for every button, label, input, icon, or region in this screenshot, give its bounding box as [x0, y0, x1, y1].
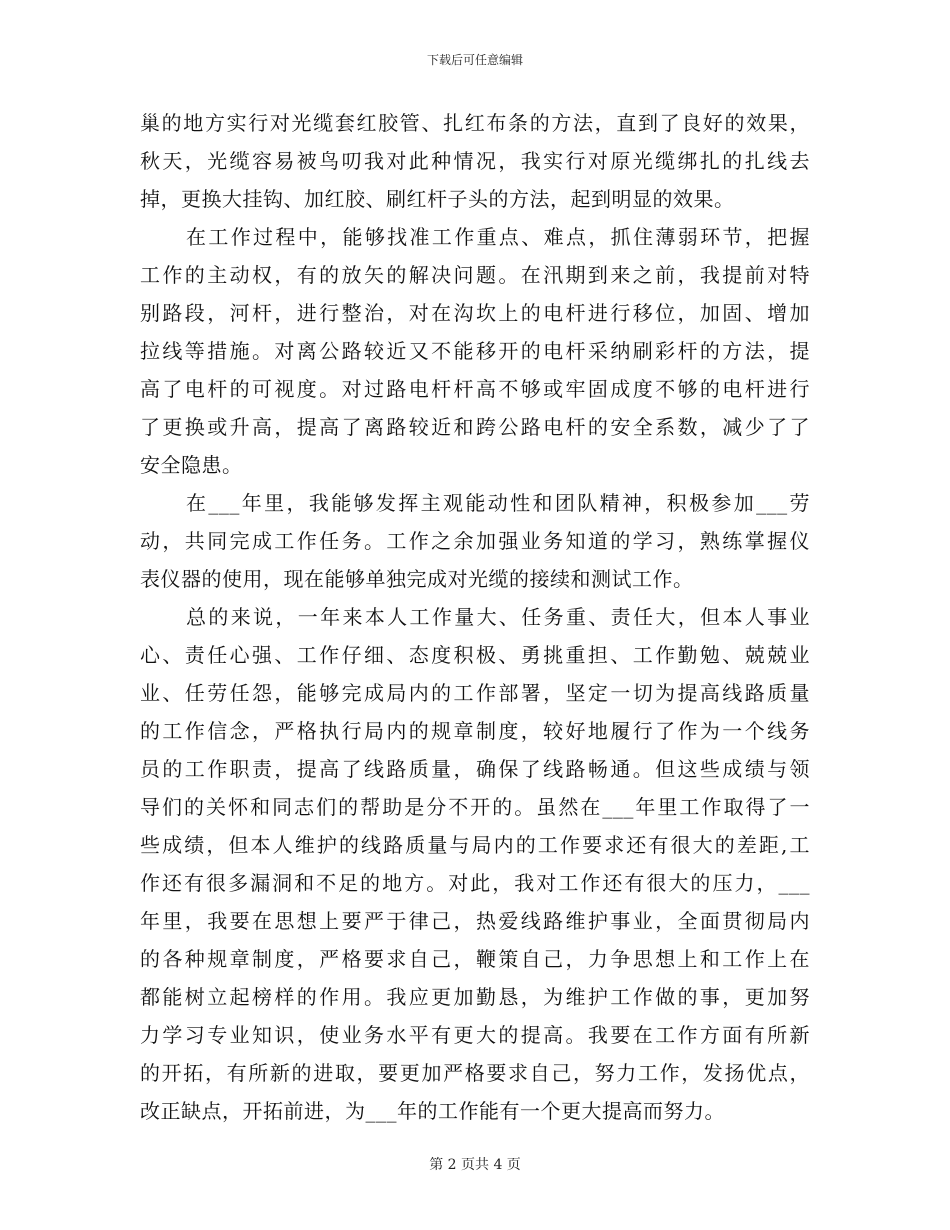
text-line: 年里，我要在思想上要严于律己，热爱线路维护事业，全面贯彻局内 — [140, 909, 810, 933]
text-line: 工作的主动权，有的放矢的解决问题。在汛期到来之前，我提前对特 — [140, 263, 810, 287]
text-line: 些成绩，但本人维护的线路质量与局内的工作要求还有很大的差距,工 — [140, 833, 810, 857]
text-line: 别路段，河杆，进行整治，对在沟坎上的电杆进行移位，加固、增加 — [140, 301, 810, 325]
page-footer: 第 2 页共 4 页 — [429, 1157, 521, 1173]
text-line: 改正缺点，开拓前进，为___年的工作能有一个更大提高而努力。 — [140, 1099, 725, 1123]
text-line: 秋天，光缆容易被鸟叨我对此种情况，我实行对原光缆绑扎的扎线去 — [140, 149, 810, 173]
paragraph — [140, 104, 810, 218]
text-line: 业、任劳任怨，能够完成局内的工作部署，坚定一切为提高线路质量 — [140, 681, 810, 705]
document-body — [140, 104, 810, 1130]
text-line: 安全隐患。 — [140, 453, 243, 477]
paragraph — [140, 598, 810, 1130]
text-line: 巢的地方实行对光缆套红胶管、扎红布条的方法，直到了良好的效果， — [140, 111, 810, 135]
text-line: 动，共同完成工作任务。工作之余加强业务知道的学习，熟练掌握仪 — [140, 529, 810, 553]
text-line: 总的来说，一年来本人工作量大、任务重、责任大，但本人事业 — [186, 605, 810, 629]
text-line: 作还有很多漏洞和不足的地方。对此，我对工作还有很大的压力，___ — [140, 871, 810, 895]
text-line: 导们的关怀和同志们的帮助是分不开的。虽然在___年里工作取得了一 — [140, 795, 810, 819]
text-line: 掉，更换大挂钩、加红胶、刷红杆子头的方法，起到明显的效果。 — [140, 187, 735, 211]
text-line: 都能树立起榜样的作用。我应更加勤恳，为维护工作做的事，更加努 — [140, 985, 810, 1009]
text-line: 的工作信念，严格执行局内的规章制度，较好地履行了作为一个线务 — [140, 719, 810, 743]
paragraph — [140, 484, 810, 598]
text-line: 在工作过程中，能够找准工作重点、难点，抓住薄弱环节，把握 — [186, 225, 810, 249]
text-line: 表仪器的使用，现在能够单独完成对光缆的接续和测试工作。 — [140, 567, 694, 591]
page-header: 下载后可任意编辑 — [426, 53, 523, 67]
paragraph — [140, 218, 810, 484]
text-line: 在___年里，我能够发挥主观能动性和团队精神，积极参加___劳 — [186, 491, 810, 515]
text-line: 高了电杆的可视度。对过路电杆杆高不够或牢固成度不够的电杆进行 — [140, 377, 810, 401]
text-line: 的各种规章制度，严格要求自己，鞭策自己，力争思想上和工作上在 — [140, 947, 810, 971]
text-line: 的开拓，有所新的进取，要更加严格要求自己，努力工作，发扬优点， — [140, 1061, 810, 1085]
text-line: 员的工作职责，提高了线路质量，确保了线路畅通。但这些成绩与领 — [140, 757, 810, 781]
text-line: 心、责任心强、工作仔细、态度积极、勇挑重担、工作勤勉、兢兢业 — [140, 643, 810, 667]
text-line: 了更换或升高，提高了离路较近和跨公路电杆的安全系数，减少了了 — [140, 415, 810, 439]
text-line: 力学习专业知识，使业务水平有更大的提高。我要在工作方面有所新 — [140, 1023, 810, 1047]
text-line: 拉线等措施。对离公路较近又不能移开的电杆采纳刷彩杆的方法，提 — [140, 339, 810, 363]
